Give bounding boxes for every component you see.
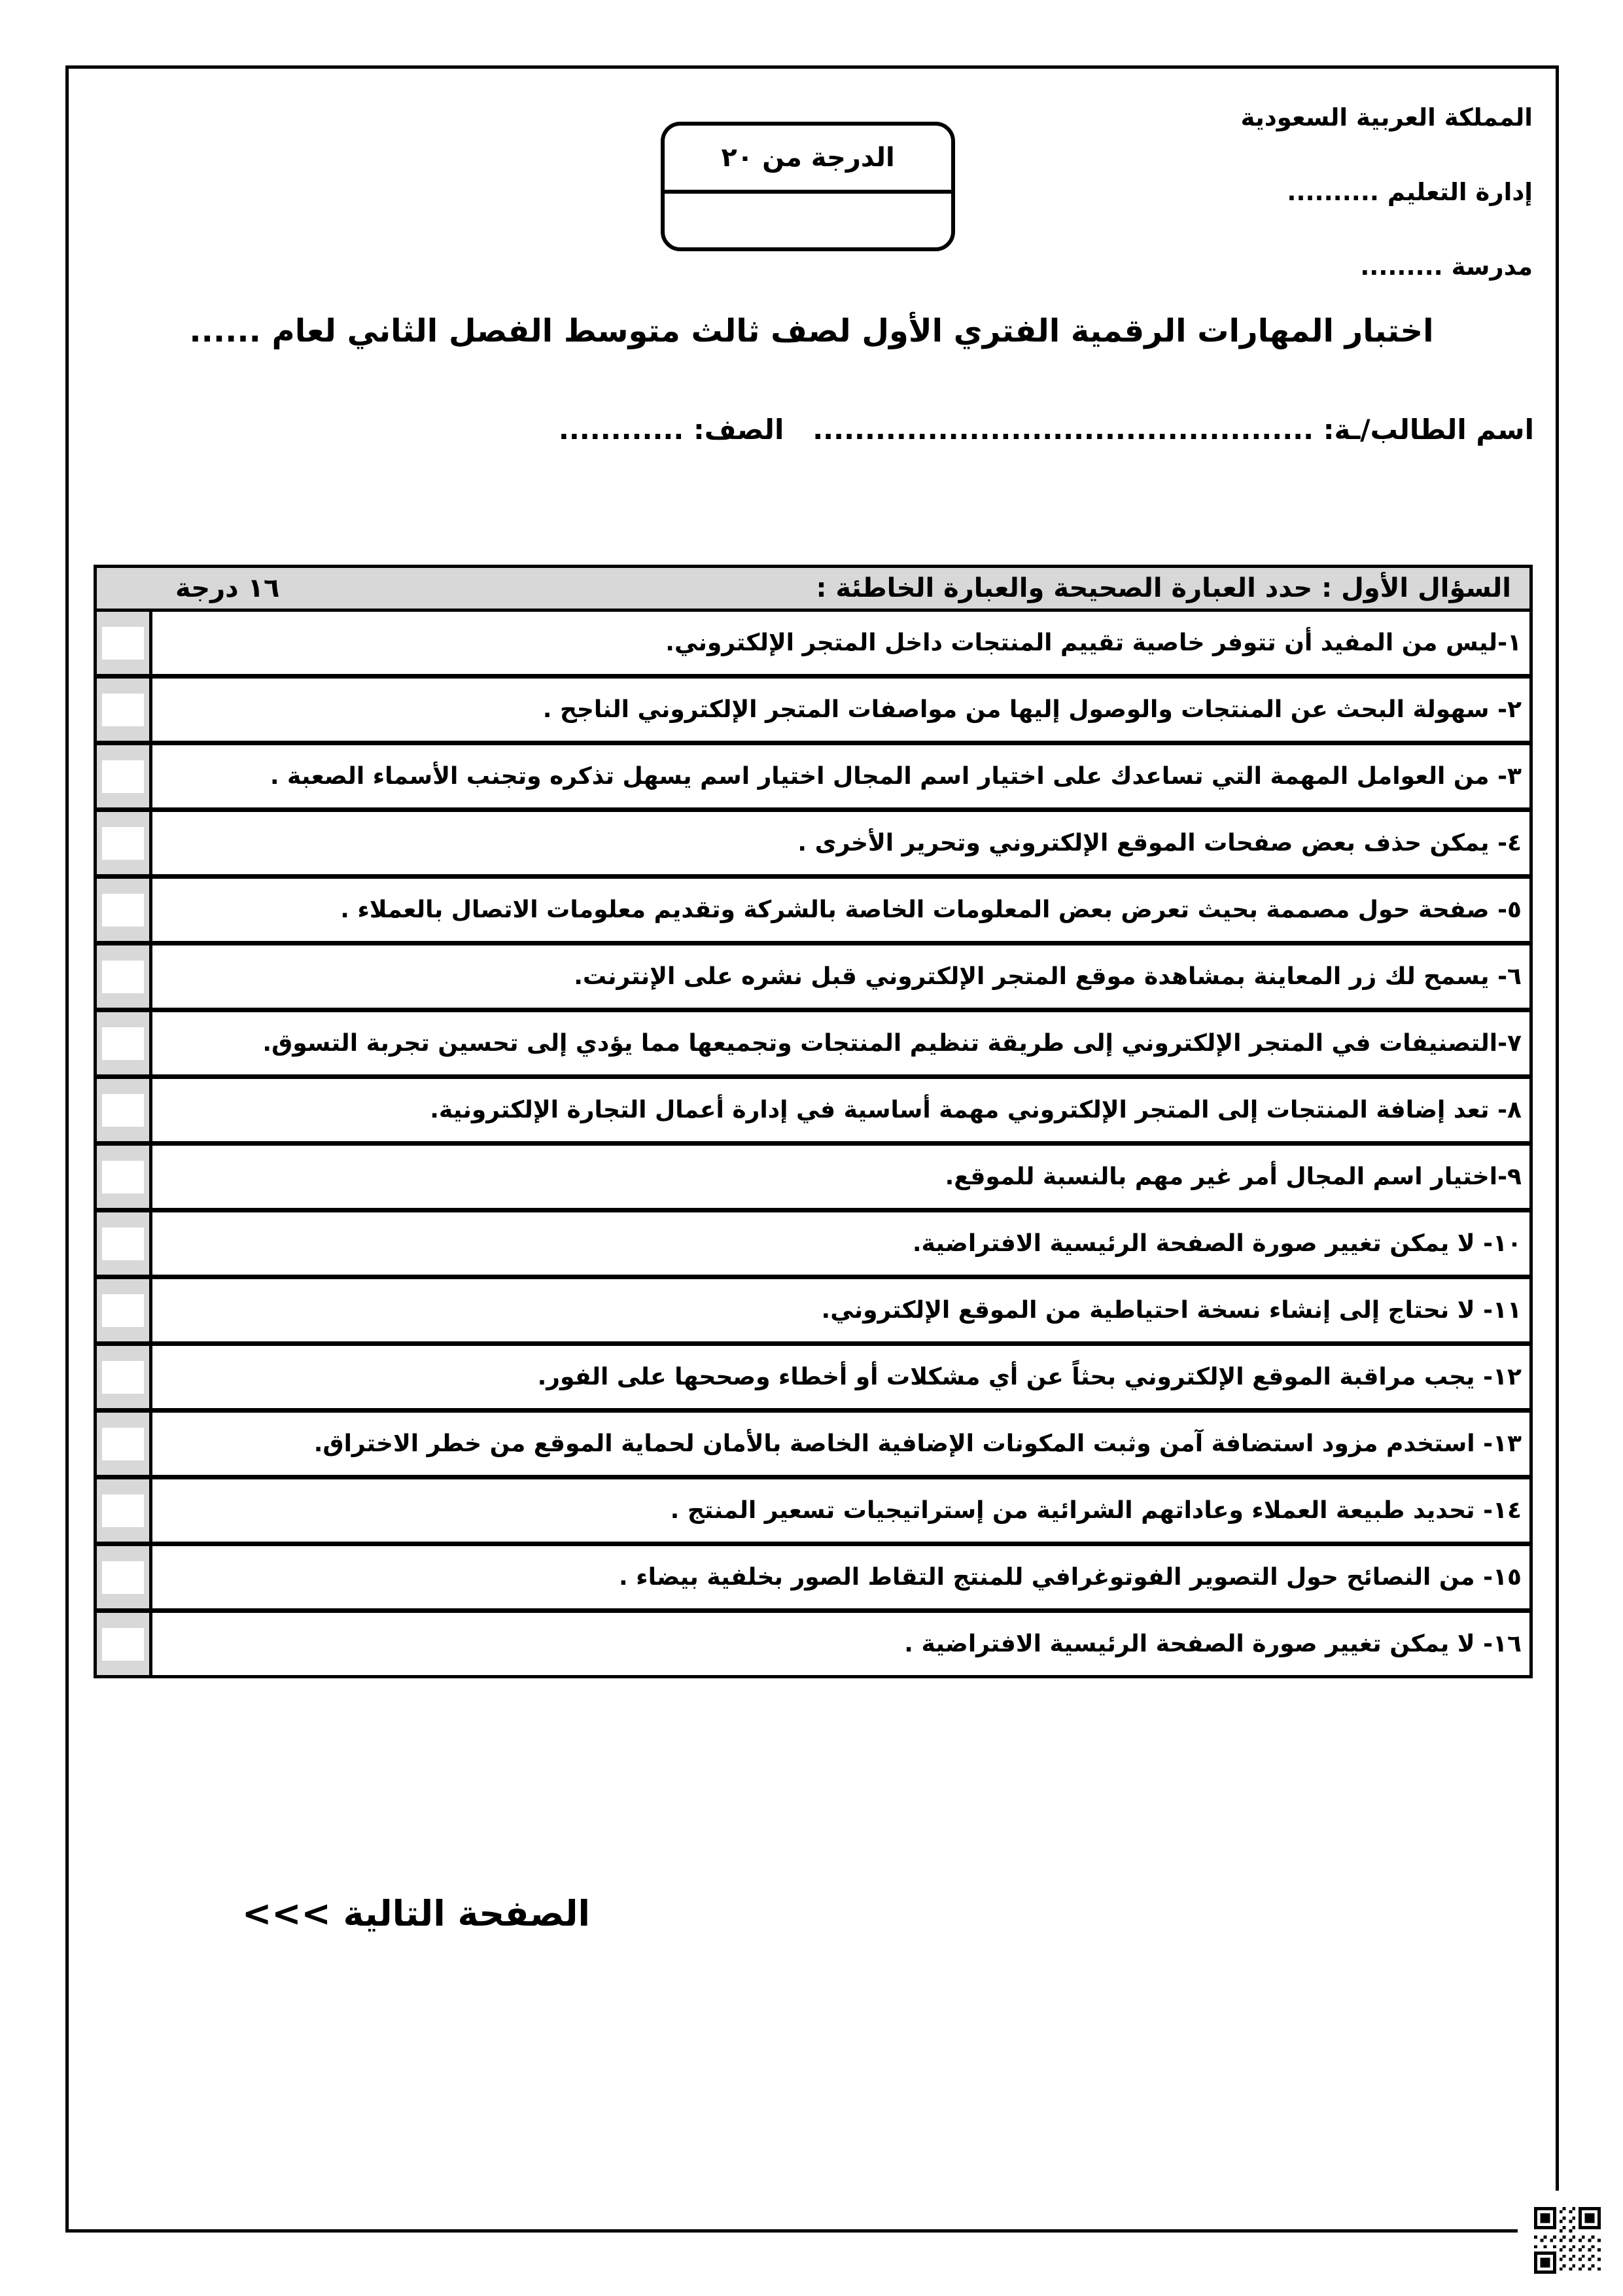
answer-cell (97, 1479, 152, 1542)
answer-checkbox[interactable] (102, 961, 144, 993)
answer-checkbox[interactable] (102, 1428, 144, 1460)
answer-checkbox[interactable] (102, 1227, 144, 1260)
answer-checkbox[interactable] (102, 1027, 144, 1060)
answer-cell (97, 1346, 152, 1408)
answer-cell (97, 1212, 152, 1275)
statement-row (97, 1012, 1529, 1079)
statement-row (97, 1212, 1529, 1279)
student-info-line (559, 414, 1534, 446)
header-school: مدرسة ......... (1360, 253, 1533, 281)
answer-checkbox[interactable] (102, 694, 144, 726)
answer-cell (97, 679, 152, 741)
statement-row (97, 745, 1529, 812)
header-education-administration: إدارة التعليم .......... (1287, 178, 1533, 206)
statement-row (97, 612, 1529, 679)
answer-cell (97, 812, 152, 874)
exam-title: اختبار المهارات الرقمية الفتري الأول لصف ثالث متوسط الفصل الثاني لعام ...... (189, 313, 1434, 349)
answer-cell (97, 945, 152, 1008)
answer-cell (97, 1012, 152, 1074)
section-title: السؤال الأول : حدد العبارة الصحيحة والعبارة الخاطئة : (816, 573, 1511, 603)
statement-row (97, 945, 1529, 1012)
answer-cell (97, 1413, 152, 1475)
statements-table (94, 612, 1533, 1678)
statement-row (97, 1279, 1529, 1346)
statement-text: ٣- من العوامل المهمة التي تساعدك على اختيار اسم المجال اختيار اسم يسهل تذكره وتجنب الأسماء الصعبة . (270, 763, 1522, 790)
section-marks: ١٦ درجة (175, 573, 280, 603)
statement-row (97, 1079, 1529, 1146)
answer-checkbox[interactable] (102, 1094, 144, 1127)
statement-row (97, 1146, 1529, 1212)
statement-text: ١٦- لا يمكن تغيير صورة الصفحة الرئيسية الافتراضية . (904, 1631, 1522, 1657)
statement-text: ١٢- يجب مراقبة الموقع الإلكتروني بحثاً عن أي مشكلات أو أخطاء وصححها على الفور. (537, 1364, 1522, 1390)
statement-row (97, 1546, 1529, 1613)
answer-checkbox[interactable] (102, 827, 144, 860)
answer-checkbox[interactable] (102, 760, 144, 793)
next-page-label: الصفحة التالية >>> (242, 1893, 591, 1934)
answer-cell (97, 1546, 152, 1608)
class-field[interactable]: ............ (558, 414, 684, 446)
statement-text: ٤- يمكن حذف بعض صفحات الموقع الإلكتروني وتحرير الأخرى . (797, 830, 1522, 857)
class-label: الصف: (693, 414, 784, 446)
answer-checkbox[interactable] (102, 1361, 144, 1394)
statement-text: ٧-التصنيفات في المتجر الإلكتروني إلى طريقة تنظيم المنتجات وتجميعها مما يؤدي إلى تحسين تجربة التسوق. (262, 1030, 1522, 1057)
statement-text: ٦- يسمح لك زر المعاينة بمشاهدة موقع المتجر الإلكتروني قبل نشره على الإنترنت. (574, 963, 1522, 990)
statement-row (97, 679, 1529, 745)
answer-cell (97, 1146, 152, 1208)
statement-text: ١٥- من النصائح حول التصوير الفوتوغرافي للمنتج التقاط الصور بخلفية بيضاء . (618, 1564, 1522, 1591)
answer-cell (97, 1079, 152, 1141)
answer-cell (97, 879, 152, 941)
score-box-label: الدرجة من ٢٠ (665, 126, 951, 194)
answer-checkbox[interactable] (102, 894, 144, 927)
statement-row (97, 1479, 1529, 1546)
statement-text: ١٠- لا يمكن تغيير صورة الصفحة الرئيسية الافتراضية. (912, 1230, 1522, 1257)
statement-text: ٥- صفحة حول مصممة بحيث تعرض بعض المعلومات الخاصة بالشركة وتقديم معلومات الاتصال بالعملاء . (340, 896, 1522, 923)
answer-cell (97, 745, 152, 807)
statement-row (97, 1413, 1529, 1479)
statement-row (97, 879, 1529, 945)
qr-code-icon (1534, 2207, 1601, 2274)
score-box (661, 122, 955, 251)
statement-text: ١٤- تحديد طبيعة العملاء وعاداتهم الشرائية من إستراتيجيات تسعير المنتج . (670, 1497, 1522, 1524)
statement-text: ١-ليس من المفيد أن تتوفر خاصية تقييم المنتجات داخل المتجر الإلكتروني. (665, 629, 1522, 656)
student-name-field[interactable]: ................................................ (812, 414, 1314, 446)
statement-text: ١١- لا نحتاج إلى إنشاء نسخة احتياطية من الموقع الإلكتروني. (821, 1297, 1522, 1324)
answer-checkbox[interactable] (102, 1161, 144, 1193)
statement-text: ٨- تعد إضافة المنتجات إلى المتجر الإلكتروني مهمة أساسية في إدارة أعمال التجارة الإلكترونية. (430, 1097, 1522, 1123)
answer-checkbox[interactable] (102, 1561, 144, 1594)
statement-text: ١٣- استخدم مزود استضافة آمن وثبت المكونات الإضافية الخاصة بالأمان لحماية الموقع من خطر الاختراق. (313, 1430, 1522, 1457)
answer-cell (97, 1279, 152, 1341)
header-country: المملكة العربية السعودية (1240, 103, 1533, 132)
answer-checkbox[interactable] (102, 627, 144, 660)
statement-row (97, 812, 1529, 879)
answer-cell (97, 1613, 152, 1675)
statement-text: ٢- سهولة البحث عن المنتجات والوصول إليها من مواصفات المتجر الإلكتروني الناجح . (542, 696, 1522, 723)
answer-checkbox[interactable] (102, 1494, 144, 1527)
statement-row (97, 1346, 1529, 1413)
score-value-cell[interactable] (665, 194, 951, 247)
statement-row (97, 1613, 1529, 1675)
section-header-bar (94, 565, 1533, 612)
answer-checkbox[interactable] (102, 1294, 144, 1327)
answer-cell (97, 612, 152, 674)
answer-checkbox[interactable] (102, 1628, 144, 1661)
statement-text: ٩-اختيار اسم المجال أمر غير مهم بالنسبة للموقع. (945, 1163, 1522, 1190)
student-name-label: اسم الطالب/ـة: (1323, 414, 1534, 446)
